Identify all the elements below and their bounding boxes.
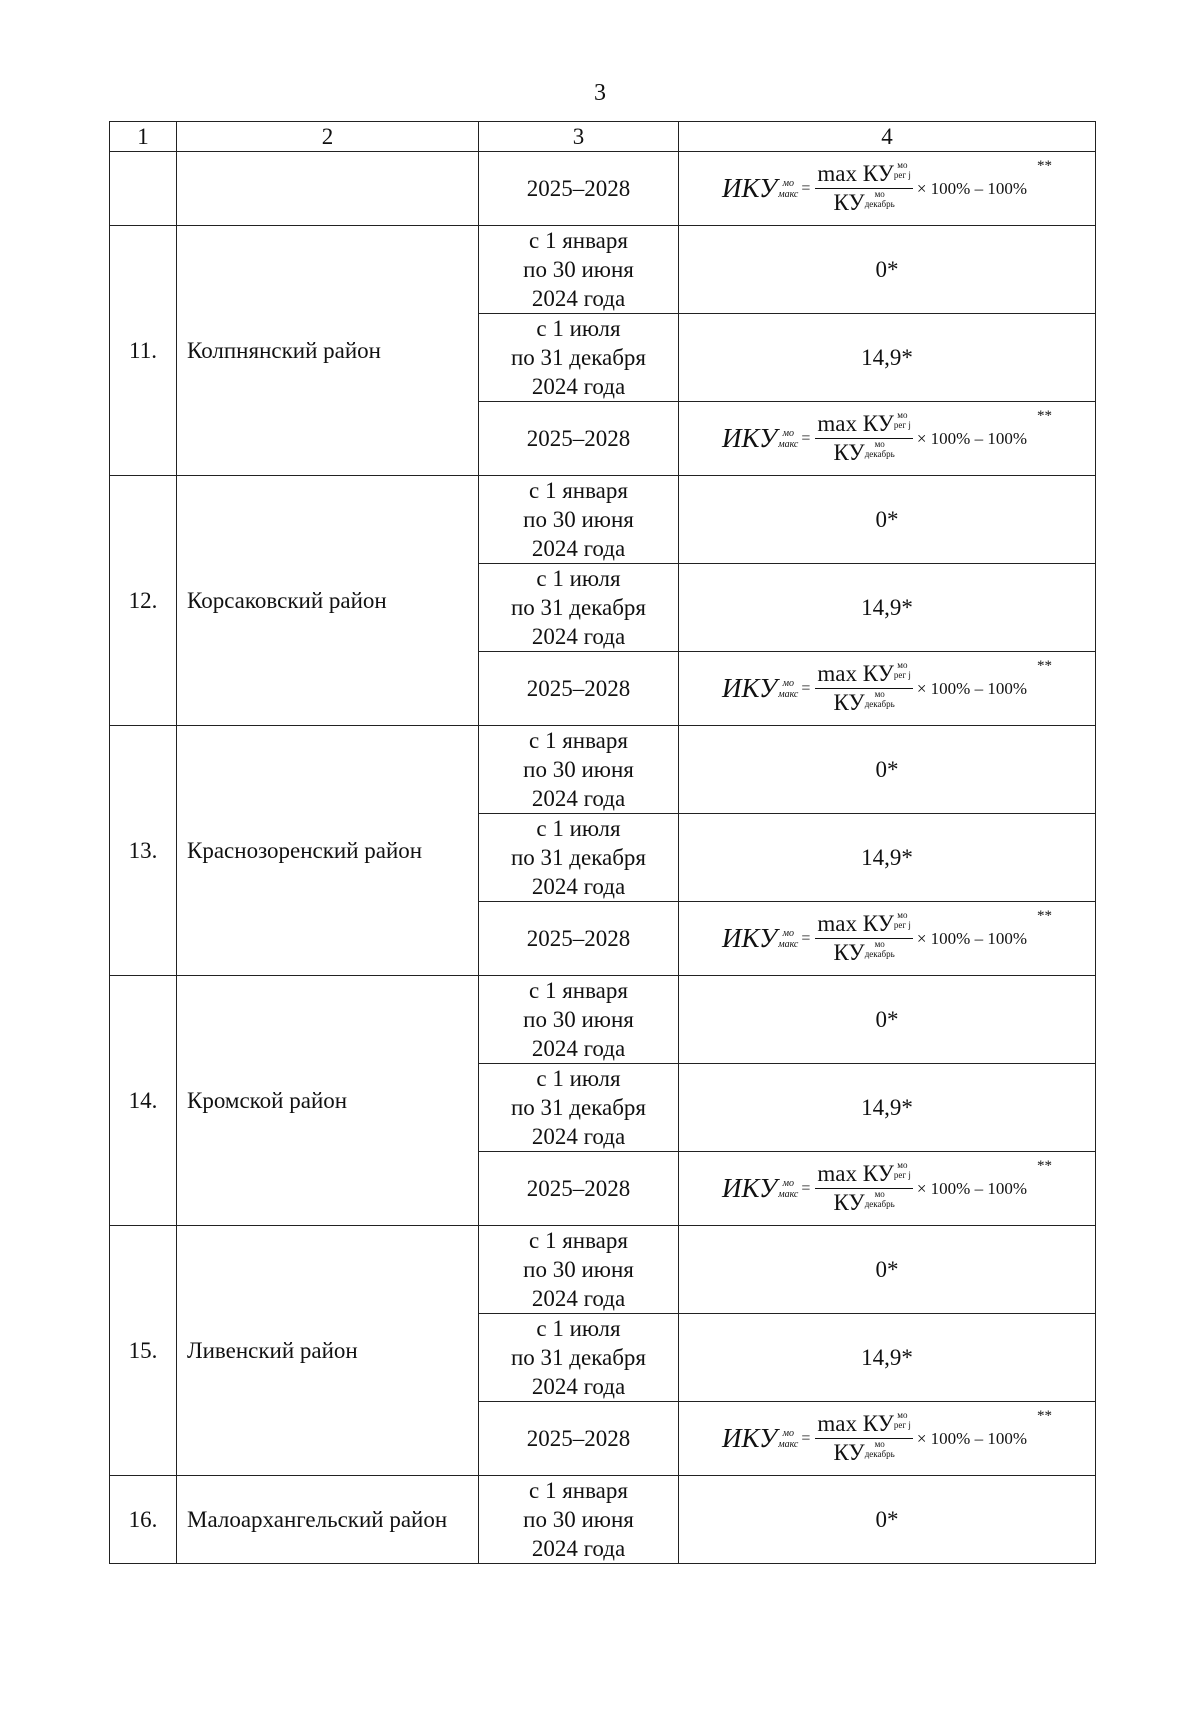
formula-footnote-mark: ** (1037, 158, 1053, 174)
period-cell (479, 976, 679, 1064)
formula-tail: × 100% – 100% (916, 929, 1028, 948)
formula-tail: × 100% – 100% (916, 1429, 1028, 1448)
table-row (110, 1226, 1096, 1314)
continuation-number-cell (110, 152, 177, 226)
period-line: 2024 года (531, 1124, 626, 1149)
formula-lhs-superscript: мо (782, 1427, 794, 1439)
period-line: 2024 года (531, 786, 626, 811)
formula-numerator (815, 410, 912, 439)
period-cell (479, 1476, 679, 1564)
page-number: 3 (594, 80, 606, 106)
formula-lhs-subscript: макс (778, 188, 799, 200)
formula-lhs: ИКУ (721, 1173, 778, 1203)
column-header-1: 1 (110, 122, 177, 152)
formula-numerator-indices (894, 160, 911, 180)
period-line: с 1 января (529, 728, 628, 753)
formula-denominator-text: КУ (833, 440, 865, 465)
period-line: 2025–2028 (526, 676, 631, 701)
formula-lhs-subscript: макс (778, 438, 799, 450)
table-row (110, 476, 1096, 564)
formula-numerator (815, 910, 912, 939)
formula-cell (679, 652, 1096, 726)
formula-denominator (834, 689, 895, 717)
district-number: 15. (110, 1226, 177, 1476)
formula-lhs-indices (778, 1428, 798, 1450)
period-line: по 31 декабря (510, 345, 647, 370)
formula-numerator-superscript: мо (897, 660, 908, 670)
period-cell (479, 814, 679, 902)
formula-cell (679, 1402, 1096, 1476)
formula-numerator-superscript: мо (897, 160, 908, 170)
formula-lhs-superscript: мо (782, 677, 794, 689)
formula-denominator-superscript: мо (874, 939, 885, 949)
formula-denominator-superscript: мо (874, 689, 885, 699)
value-cell: 14,9* (679, 814, 1096, 902)
formula-fraction (815, 1160, 912, 1217)
formula (722, 410, 1052, 467)
formula-lhs: ИКУ (721, 1423, 778, 1453)
period-line: с 1 июля (536, 1316, 621, 1341)
formula-numerator-text: max КУ (817, 161, 894, 186)
formula-denominator-text: КУ (833, 190, 865, 215)
period-line: по 30 июня (523, 257, 634, 282)
formula-lhs: ИКУ (721, 673, 778, 703)
period-cell (479, 652, 679, 726)
formula-denominator-indices (865, 1189, 895, 1209)
formula-numerator-subscript: рег j (893, 1420, 911, 1430)
formula-footnote-mark: ** (1037, 1158, 1053, 1174)
formula-equals: = (801, 680, 811, 697)
formula-lhs-subscript: макс (778, 688, 799, 700)
formula-tail: × 100% – 100% (916, 179, 1028, 198)
formula-numerator-indices (894, 410, 911, 430)
formula-denominator-indices (865, 439, 895, 459)
period-line: 2024 года (531, 1374, 626, 1399)
period-cell (479, 314, 679, 402)
formula-footnote-mark: ** (1037, 908, 1053, 924)
formula-denominator-indices (865, 939, 895, 959)
period-line: с 1 июля (536, 566, 621, 591)
value-cell: 0* (679, 1476, 1096, 1564)
formula-numerator-superscript: мо (897, 1160, 908, 1170)
period-line: с 1 января (529, 1478, 628, 1503)
formula-lhs-indices (778, 928, 798, 950)
formula-denominator-indices (865, 189, 895, 209)
formula-numerator (815, 1410, 912, 1439)
period-cell (479, 1314, 679, 1402)
formula-denominator-subscript: декабрь (864, 449, 895, 459)
formula-lhs-superscript: мо (782, 927, 794, 939)
period-line: по 30 июня (523, 1257, 634, 1282)
formula-numerator-indices (894, 910, 911, 930)
column-header-2: 2 (177, 122, 479, 152)
formula-lhs-subscript: макс (778, 1438, 799, 1450)
formula-tail: × 100% – 100% (916, 679, 1028, 698)
district-number: 11. (110, 226, 177, 476)
period-line: по 30 июня (523, 757, 634, 782)
formula-equals: = (801, 930, 811, 947)
formula-numerator (815, 660, 912, 689)
formula-numerator-indices (894, 1410, 911, 1430)
district-number: 13. (110, 726, 177, 976)
period-line: с 1 января (529, 478, 628, 503)
formula-fraction (815, 910, 912, 967)
period-line: по 30 июня (523, 1007, 634, 1032)
formula-footnote-mark: ** (1037, 408, 1053, 424)
district-number: 16. (110, 1476, 177, 1564)
formula (722, 660, 1052, 717)
table-row (110, 726, 1096, 814)
formula-denominator-subscript: декабрь (864, 1199, 895, 1209)
formula-lhs: ИКУ (721, 923, 778, 953)
formula-fraction (815, 160, 912, 217)
formula-denominator-subscript: декабрь (864, 949, 895, 959)
header-row (110, 122, 1096, 152)
formula-denominator (834, 939, 895, 967)
table-row (110, 976, 1096, 1064)
column-header-3: 3 (479, 122, 679, 152)
column-header-4: 4 (679, 122, 1096, 152)
period-line: с 1 января (529, 978, 628, 1003)
period-line: 2024 года (531, 624, 626, 649)
formula-numerator-subscript: рег j (893, 170, 911, 180)
formula-lhs-subscript: макс (778, 938, 799, 950)
formula-numerator (815, 1160, 912, 1189)
period-line: 2024 года (531, 874, 626, 899)
formula-lhs: ИКУ (721, 423, 778, 453)
value-cell: 14,9* (679, 1314, 1096, 1402)
formula-denominator-subscript: декабрь (864, 699, 895, 709)
formula (722, 160, 1052, 217)
formula-numerator-superscript: мо (897, 1410, 908, 1420)
continuation-name-cell (177, 152, 479, 226)
formula-numerator (815, 160, 912, 189)
formula-lhs-indices (778, 1178, 798, 1200)
district-name: Корсаковский район (177, 476, 479, 726)
formula-lhs-indices (778, 178, 798, 200)
formula (722, 910, 1052, 967)
formula-lhs-indices (778, 678, 798, 700)
value-cell: 0* (679, 226, 1096, 314)
formula-tail: × 100% – 100% (916, 429, 1028, 448)
period-line: с 1 июля (536, 316, 621, 341)
period-line: 2024 года (531, 286, 626, 311)
period-line: с 1 января (529, 1228, 628, 1253)
formula-equals: = (801, 430, 811, 447)
formula-lhs-superscript: мо (782, 427, 794, 439)
formula-fraction (815, 660, 912, 717)
formula-lhs: ИКУ (721, 173, 778, 203)
formula-lhs-indices (778, 428, 798, 450)
value-cell: 0* (679, 726, 1096, 814)
period-line: 2025–2028 (526, 1176, 631, 1201)
tariff-table-body (110, 122, 1096, 1564)
formula-numerator-subscript: рег j (893, 920, 911, 930)
formula-denominator-text: КУ (833, 690, 865, 715)
period-line: по 31 декабря (510, 845, 647, 870)
value-cell: 0* (679, 976, 1096, 1064)
period-cell (479, 1064, 679, 1152)
formula-equals: = (801, 180, 811, 197)
formula (722, 1160, 1052, 1217)
period-line: по 31 декабря (510, 1345, 647, 1370)
formula-tail: × 100% – 100% (916, 1179, 1028, 1198)
period-line: по 31 декабря (510, 1095, 647, 1120)
formula-numerator-indices (894, 660, 911, 680)
period-line: 2024 года (531, 1286, 626, 1311)
value-cell: 14,9* (679, 1064, 1096, 1152)
formula-equals: = (801, 1430, 811, 1447)
formula-numerator-subscript: рег j (893, 1170, 911, 1180)
period-line: с 1 июля (536, 1066, 621, 1091)
district-name: Ливенский район (177, 1226, 479, 1476)
table-row (110, 226, 1096, 314)
formula-numerator-superscript: мо (897, 910, 908, 920)
formula-denominator-text: КУ (833, 1190, 865, 1215)
formula-denominator-superscript: мо (874, 1189, 885, 1199)
formula-equals: = (801, 1180, 811, 1197)
formula-cell (679, 1152, 1096, 1226)
period-line: с 1 июля (536, 816, 621, 841)
formula-numerator-indices (894, 1160, 911, 1180)
period-line: 2025–2028 (526, 426, 631, 451)
formula-numerator-superscript: мо (897, 410, 908, 420)
period-line: с 1 января (529, 228, 628, 253)
formula-lhs-superscript: мо (782, 1177, 794, 1189)
period-line: 2025–2028 (526, 926, 631, 951)
formula-footnote-mark: ** (1037, 1408, 1053, 1424)
formula-denominator-subscript: декабрь (864, 199, 895, 209)
value-cell: 0* (679, 1226, 1096, 1314)
value-cell: 14,9* (679, 314, 1096, 402)
formula-lhs-subscript: макс (778, 1188, 799, 1200)
formula-denominator-indices (865, 1439, 895, 1459)
district-name: Кромской район (177, 976, 479, 1226)
period-cell (479, 1402, 679, 1476)
continuation-row (110, 152, 1096, 226)
period-line: по 30 июня (523, 1507, 634, 1532)
formula-numerator-subscript: рег j (893, 670, 911, 680)
formula-denominator-text: КУ (833, 1440, 865, 1465)
period-cell: 2025–2028 (479, 152, 679, 226)
formula-cell (679, 902, 1096, 976)
formula-denominator (834, 189, 895, 217)
table-row (110, 1476, 1096, 1564)
formula-lhs-superscript: мо (782, 177, 794, 189)
period-cell (479, 1226, 679, 1314)
formula-numerator-text: max КУ (817, 661, 894, 686)
district-number: 12. (110, 476, 177, 726)
formula-fraction (815, 410, 912, 467)
formula-denominator-superscript: мо (874, 189, 885, 199)
formula-numerator-text: max КУ (817, 1411, 894, 1436)
period-line: по 31 декабря (510, 595, 647, 620)
value-cell: 0* (679, 476, 1096, 564)
period-line: 2024 года (531, 1536, 626, 1561)
formula (722, 1410, 1052, 1467)
period-line: 2025–2028 (526, 1426, 631, 1451)
period-cell (479, 402, 679, 476)
formula-footnote-mark: ** (1037, 658, 1053, 674)
formula-denominator (834, 439, 895, 467)
formula-denominator-subscript: декабрь (864, 1449, 895, 1459)
formula-denominator-text: КУ (833, 940, 865, 965)
district-name: Малоархангельский район (177, 1476, 479, 1564)
period-line: 2024 года (531, 536, 626, 561)
period-cell (479, 564, 679, 652)
formula-numerator-text: max КУ (817, 911, 894, 936)
formula-denominator-superscript: мо (874, 1439, 885, 1449)
district-name: Колпнянский район (177, 226, 479, 476)
formula-denominator-indices (865, 689, 895, 709)
period-line: по 30 июня (523, 507, 634, 532)
formula-denominator-superscript: мо (874, 439, 885, 449)
formula-cell (679, 402, 1096, 476)
formula-numerator-text: max КУ (817, 1161, 894, 1186)
district-number: 14. (110, 976, 177, 1226)
period-line: 2024 года (531, 374, 626, 399)
period-cell (479, 1152, 679, 1226)
period-cell (479, 226, 679, 314)
district-name: Краснозоренский район (177, 726, 479, 976)
period-cell (479, 902, 679, 976)
formula-denominator (834, 1189, 895, 1217)
period-line: 2024 года (531, 1036, 626, 1061)
period-cell (479, 726, 679, 814)
tariff-table (109, 121, 1096, 1564)
period-cell (479, 476, 679, 564)
formula-numerator-text: max КУ (817, 411, 894, 436)
value-cell: 14,9* (679, 564, 1096, 652)
formula-denominator (834, 1439, 895, 1467)
formula-fraction (815, 1410, 912, 1467)
formula-cell (679, 152, 1096, 226)
formula-numerator-subscript: рег j (893, 420, 911, 430)
